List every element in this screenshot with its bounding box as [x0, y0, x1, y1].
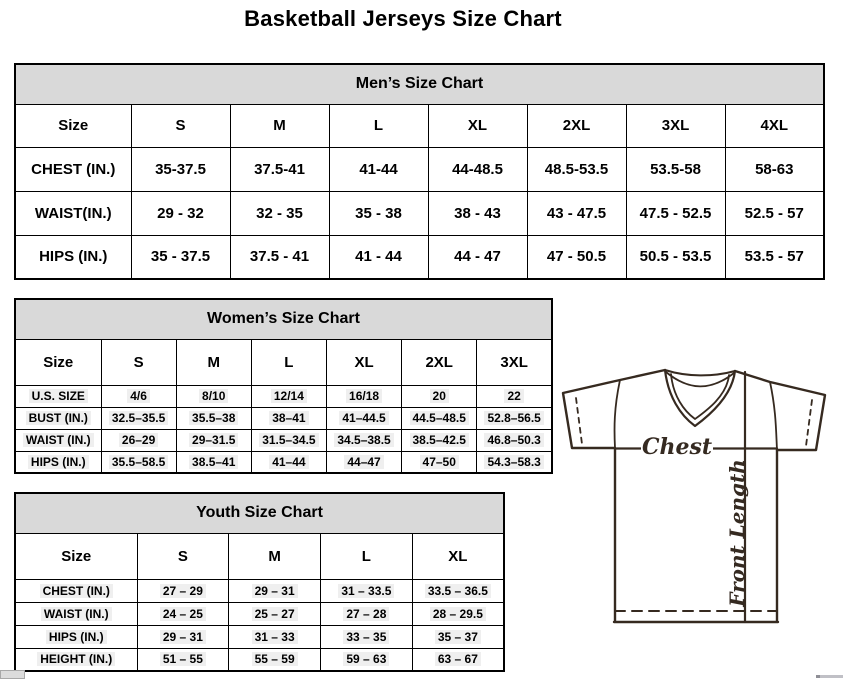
column-header: S [131, 104, 230, 147]
table-cell: 41–44.5 [326, 407, 401, 429]
table-cell: 31 – 33.5 [321, 579, 413, 602]
column-header: S [101, 339, 176, 385]
womens-chart-title: Women’s Size Chart [15, 299, 552, 339]
table-cell: 32 - 35 [230, 191, 329, 235]
row-label: WAIST (IN.) [15, 429, 101, 451]
table-cell: 35.5–38 [176, 407, 251, 429]
table-header-row [15, 104, 824, 147]
table-cell: 47–50 [402, 451, 477, 473]
table-row [15, 429, 552, 451]
row-label: U.S. SIZE [15, 385, 101, 407]
table-cell: 20 [402, 385, 477, 407]
row-label: HIPS (IN.) [15, 451, 101, 473]
table-cell: 44–47 [326, 451, 401, 473]
table-cell: 29–31.5 [176, 429, 251, 451]
jersey-measurement-diagram [553, 360, 839, 630]
table-cell: 29 – 31 [229, 579, 321, 602]
table-row [15, 648, 504, 671]
table-cell: 43 - 47.5 [527, 191, 626, 235]
table-row [15, 602, 504, 625]
table-cell: 35 – 37 [412, 625, 504, 648]
row-label: WAIST (IN.) [15, 602, 137, 625]
table-cell: 44.5–48.5 [402, 407, 477, 429]
horizontal-scrollbar-fragment[interactable] [0, 670, 25, 679]
table-cell: 50.5 - 53.5 [626, 235, 725, 279]
womens-size-table [14, 298, 553, 474]
table-cell: 38–41 [251, 407, 326, 429]
column-header: M [230, 104, 329, 147]
table-cell: 35-37.5 [131, 147, 230, 191]
table-title-row [15, 299, 552, 339]
table-cell: 38 - 43 [428, 191, 527, 235]
table-cell: 16/18 [326, 385, 401, 407]
column-header: L [321, 533, 413, 579]
table-cell: 27 – 29 [137, 579, 229, 602]
table-cell: 46.8–50.3 [477, 429, 552, 451]
column-header: Size [15, 339, 101, 385]
column-header: L [251, 339, 326, 385]
table-row [15, 191, 824, 235]
table-cell: 52.5 - 57 [725, 191, 824, 235]
table-title-row [15, 64, 824, 104]
row-label: CHEST (IN.) [15, 579, 137, 602]
table-cell: 38.5–41 [176, 451, 251, 473]
table-cell: 28 – 29.5 [412, 602, 504, 625]
table-cell: 41-44 [329, 147, 428, 191]
table-cell: 41 - 44 [329, 235, 428, 279]
table-cell: 4/6 [101, 385, 176, 407]
table-header-row [15, 339, 552, 385]
row-label: HIPS (IN.) [15, 625, 137, 648]
table-cell: 59 – 63 [321, 648, 413, 671]
table-cell: 35 - 37.5 [131, 235, 230, 279]
table-cell: 35.5–58.5 [101, 451, 176, 473]
youth-chart-title: Youth Size Chart [15, 493, 504, 533]
column-header: 2XL [402, 339, 477, 385]
column-header: S [137, 533, 229, 579]
table-row [15, 451, 552, 473]
table-cell: 38.5–42.5 [402, 429, 477, 451]
table-cell: 8/10 [176, 385, 251, 407]
table-header-row [15, 533, 504, 579]
table-cell: 33.5 – 36.5 [412, 579, 504, 602]
table-cell: 34.5–38.5 [326, 429, 401, 451]
table-title-row [15, 493, 504, 533]
front-length-measurement-label: Front Length [725, 459, 749, 607]
table-cell: 31 – 33 [229, 625, 321, 648]
table-cell: 26–29 [101, 429, 176, 451]
table-cell: 33 – 35 [321, 625, 413, 648]
table-cell: 51 – 55 [137, 648, 229, 671]
row-label: HIPS (IN.) [15, 235, 131, 279]
youth-size-table [14, 492, 505, 672]
horizontal-scrollbar-thumb[interactable] [816, 675, 843, 678]
table-cell: 47.5 - 52.5 [626, 191, 725, 235]
table-cell: 55 – 59 [229, 648, 321, 671]
column-header: 2XL [527, 104, 626, 147]
column-header: 3XL [626, 104, 725, 147]
column-header: XL [428, 104, 527, 147]
table-cell: 29 - 32 [131, 191, 230, 235]
row-label: HEIGHT (IN.) [15, 648, 137, 671]
table-cell: 32.5–35.5 [101, 407, 176, 429]
table-cell: 47 - 50.5 [527, 235, 626, 279]
column-header: 3XL [477, 339, 552, 385]
table-row [15, 147, 824, 191]
row-label: CHEST (IN.) [15, 147, 131, 191]
table-cell: 53.5 - 57 [725, 235, 824, 279]
table-cell: 24 – 25 [137, 602, 229, 625]
table-cell: 63 – 67 [412, 648, 504, 671]
table-row [15, 579, 504, 602]
table-row [15, 407, 552, 429]
table-cell: 22 [477, 385, 552, 407]
table-cell: 37.5-41 [230, 147, 329, 191]
table-cell: 41–44 [251, 451, 326, 473]
mens-size-table [14, 63, 825, 280]
table-cell: 25 – 27 [229, 602, 321, 625]
table-cell: 53.5-58 [626, 147, 725, 191]
table-row [15, 625, 504, 648]
table-cell: 44 - 47 [428, 235, 527, 279]
column-header: L [329, 104, 428, 147]
column-header: M [229, 533, 321, 579]
chest-measurement-label: Chest [641, 434, 713, 460]
row-label: WAIST(IN.) [15, 191, 131, 235]
column-header: 4XL [725, 104, 824, 147]
column-header: XL [412, 533, 504, 579]
table-cell: 27 – 28 [321, 602, 413, 625]
column-header: Size [15, 104, 131, 147]
column-header: XL [326, 339, 401, 385]
table-cell: 44-48.5 [428, 147, 527, 191]
column-header: M [176, 339, 251, 385]
table-cell: 52.8–56.5 [477, 407, 552, 429]
page-title: Basketball Jerseys Size Chart [244, 6, 562, 31]
table-cell: 35 - 38 [329, 191, 428, 235]
table-cell: 48.5-53.5 [527, 147, 626, 191]
table-cell: 58-63 [725, 147, 824, 191]
table-cell: 12/14 [251, 385, 326, 407]
mens-chart-title: Men’s Size Chart [15, 64, 824, 104]
table-row [15, 235, 824, 279]
table-cell: 29 – 31 [137, 625, 229, 648]
table-cell: 37.5 - 41 [230, 235, 329, 279]
row-label: BUST (IN.) [15, 407, 101, 429]
jersey-outline-icon [553, 360, 839, 630]
table-cell: 54.3–58.3 [477, 451, 552, 473]
table-cell: 31.5–34.5 [251, 429, 326, 451]
column-header: Size [15, 533, 137, 579]
table-row [15, 385, 552, 407]
